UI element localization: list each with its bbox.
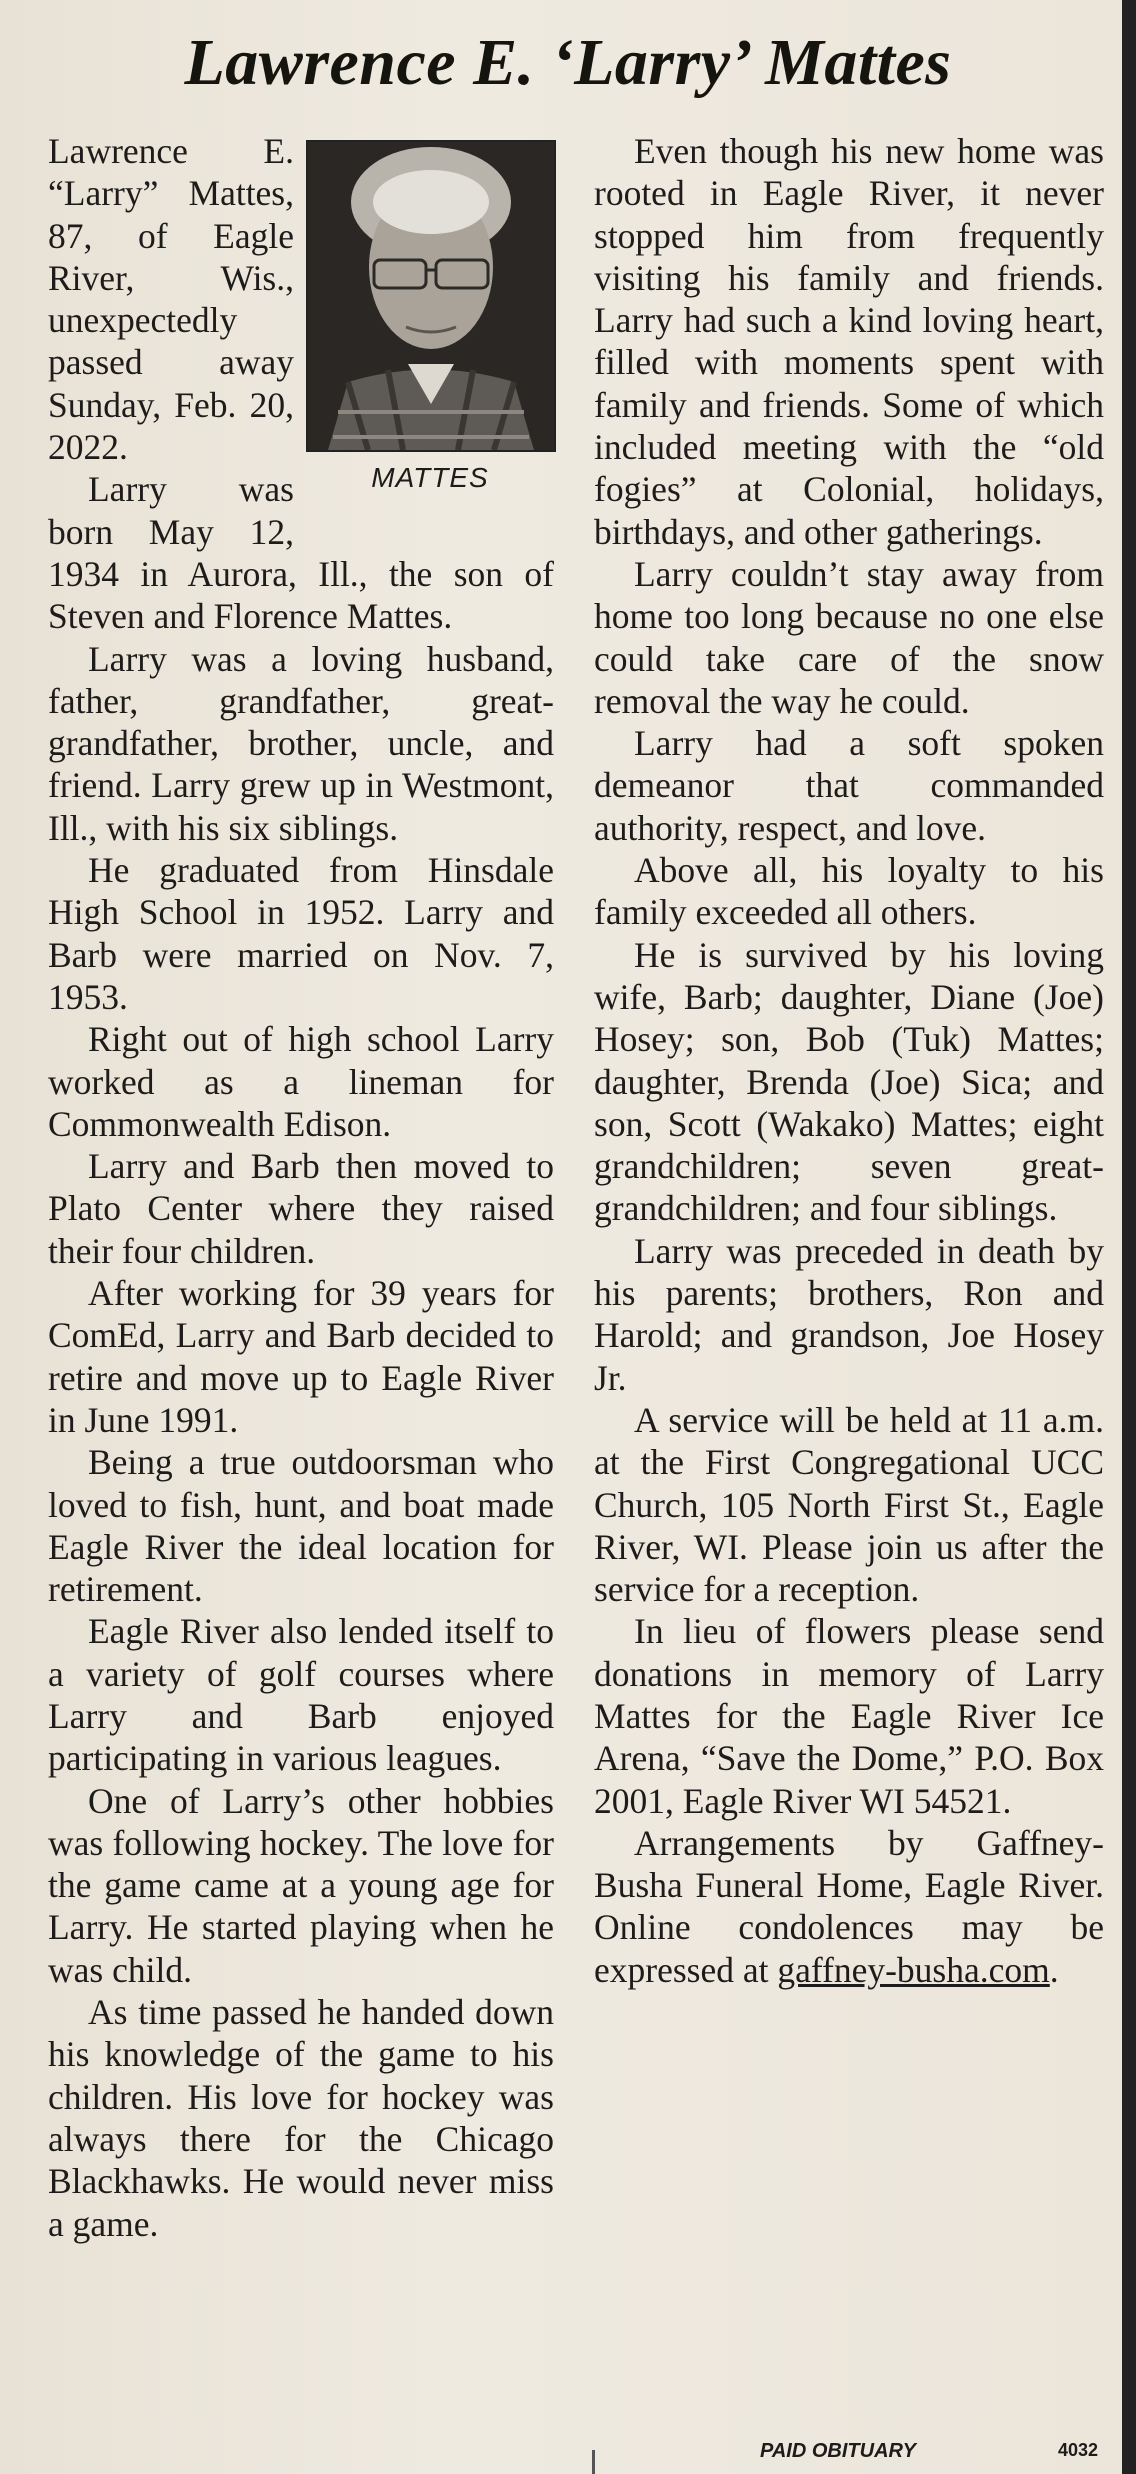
paragraph: One of Larry’s other hobbies was following hockey. The love for the game came at a young age for Larry. He started playing when he was child. [48, 1780, 554, 1990]
portrait-block [306, 140, 554, 514]
paragraph: Larry was born May 12, 1934 in Aurora, Ill., the son of Steven and Florence Mattes. [48, 469, 554, 637]
paragraph: In lieu of flowers please send donations in memory of Larry Mattes for the Eagle River Ice Arena, “Save the Dome,” P.O. Box 2001, Eagle River WI 54521. [594, 1611, 1104, 1821]
paragraph: Larry and Barb then moved to Plato Center where they raised their four children. [48, 1146, 554, 1271]
paragraph: As time passed he handed down his knowledge of the game to his children. His love for hockey was always there for the Chicago Blackhawks. He would never miss a game. [48, 1992, 554, 2244]
arrangements-text: Arrangements by Gaffney-Busha Funeral Home, Eagle River. Online condolences may be expressed at [594, 1822, 1104, 1990]
page-edge [1122, 0, 1136, 2474]
paid-obituary-label: PAID OBITUARY [760, 2440, 916, 2462]
paragraph: Larry couldn’t stay away from home too long because no one else could take care of the snow removal the way he could. [594, 553, 1104, 721]
paragraph: After working for 39 years for ComEd, Larry and Barb decided to retire and move up to Eagle River in June 1991. [48, 1273, 554, 1440]
paragraph: Larry had a soft spoken demeanor that commanded authority, respect, and love. [594, 723, 1104, 848]
arrangements-end: . [1049, 1949, 1059, 1990]
paragraph: Right out of high school Larry worked as a lineman for Commonwealth Edison. [48, 1019, 554, 1144]
portrait-illustration [308, 142, 554, 450]
funeral-home-link[interactable]: gaffney-busha.com [777, 1949, 1050, 1990]
paragraph: Larry was preceded in death by his parents; brothers, Ron and Harold; and grandson, Joe Hosey Jr. [594, 1230, 1104, 1398]
paragraph: He graduated from Hinsdale High School in 1952. Larry and Barb were married on Nov. 7, 1953. [48, 850, 554, 1017]
right-column [594, 130, 1104, 1991]
paragraph: Even though his new home was rooted in Eagle River, it never stopped him from frequently visiting his family and friends. Larry had such a kind loving heart, filled with moments spent with family and friends. Some of which included meeting with the “old fogies” at Colonial, holidays, birthdays, and other gatherings. [594, 131, 1104, 552]
paragraph-arrangements [594, 1822, 1104, 1991]
ad-code: 4032 [1058, 2440, 1099, 2460]
paragraph: Lawrence E. “Larry” Mattes, 87, of Eagle River, Wis., unexpectedly passed away Sunday, Feb. 20, 2022. [48, 131, 294, 468]
obituary-title: Lawrence E. ‘Larry’ Mattes [184, 26, 952, 99]
paragraph: Being a true outdoorsman who loved to fish, hunt, and boat made Eagle River the ideal location for retirement. [48, 1442, 554, 1610]
left-column [48, 130, 554, 2245]
paragraph: Eagle River also lended itself to a variety of golf courses where Larry and Barb enjoyed participating in various leagues. [48, 1611, 554, 1779]
column-divider-mark [592, 2450, 595, 2474]
paragraph: A service will be held at 11 a.m. at the First Congregational UCC Church, 105 North First St., Eagle River, WI. Please join us after the service for a reception. [594, 1399, 1104, 1610]
paragraph: Above all, his loyalty to his family exceeded all others. [594, 850, 1104, 933]
paragraph: Larry was a loving husband, father, grandfather, great-grandfather, brother, uncle, and friend. Larry grew up in Westmont, Ill., with his six siblings. [48, 638, 554, 848]
photo-caption: MATTES [371, 462, 489, 493]
paragraph: He is survived by his loving wife, Barb; daughter, Diane (Joe) Hosey; son, Bob (Tuk) Mattes; daughter, Brenda (Joe) Sica; and son, Scott (Wakako) Mattes; eight grandchildren; seven great-grandchildren; and four siblings. [594, 934, 1104, 1229]
portrait-photo [306, 140, 556, 452]
